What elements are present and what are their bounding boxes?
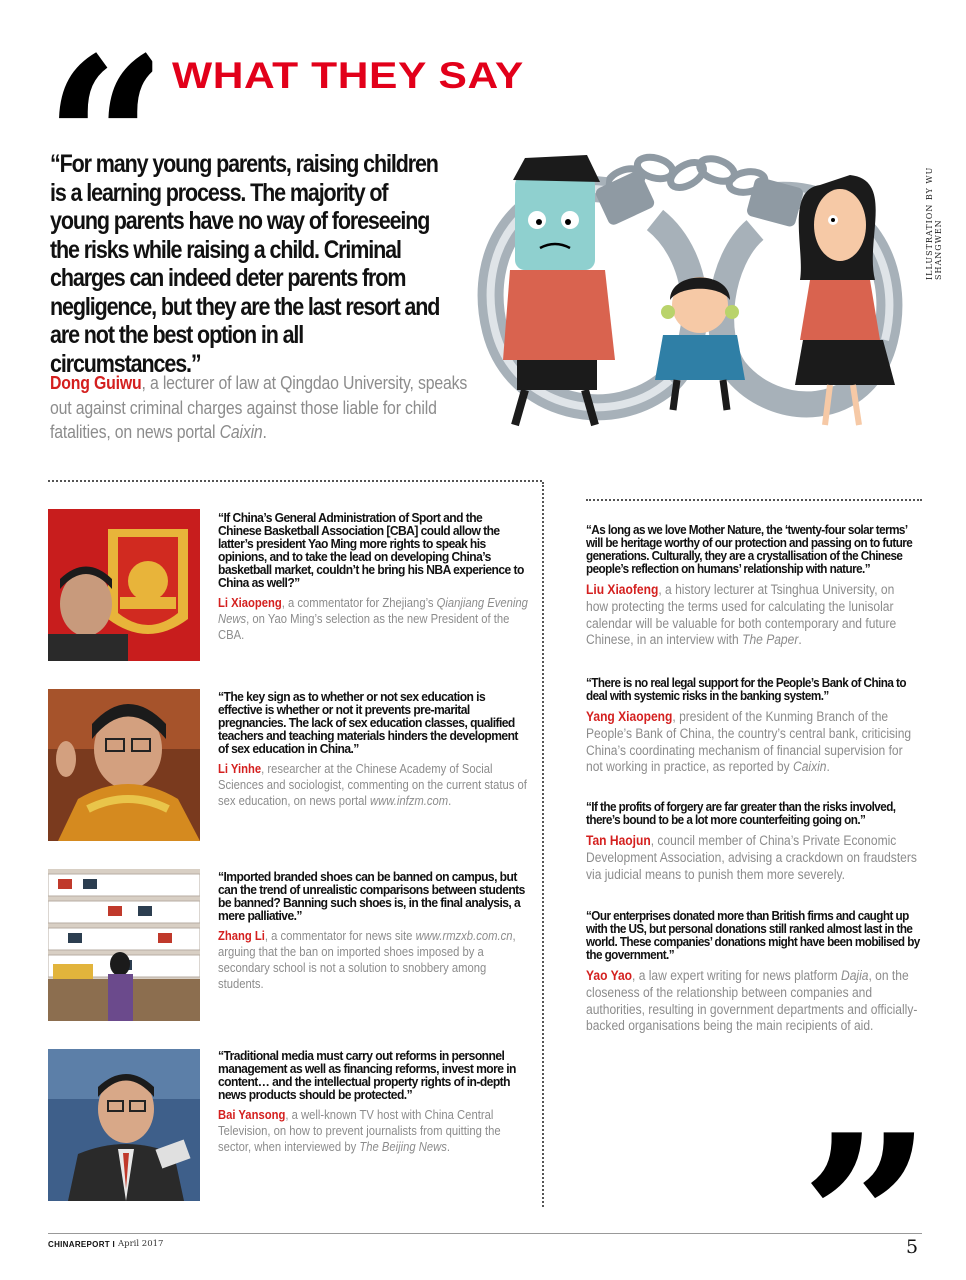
entry-source xyxy=(586,968,919,1035)
entry-source-end: . xyxy=(446,1140,451,1154)
entry-source-end: , on Yao Ming’s selection as the new President of the CBA. xyxy=(218,612,510,642)
entry-source-name: Liu Xiaofeng xyxy=(586,582,659,597)
feature-source-name: Dong Guiwu xyxy=(50,373,142,393)
brand-name: CHINAREPORT xyxy=(48,1240,110,1249)
entry-source xyxy=(586,582,919,649)
entry-source-end: . xyxy=(798,632,802,648)
entry-source-name: Li Yinhe xyxy=(218,762,262,776)
entry-quote: “There is no real legal support for the People’s Bank of China to deal with systemic risks in the banking system.” xyxy=(586,676,906,703)
entry-quote: “If the profits of forgery are far greater than the risks involved, there’s bound to be a lot more counterfeiting going on.” xyxy=(586,800,896,827)
entry-source xyxy=(218,595,533,643)
close-quote-mark xyxy=(800,1105,918,1215)
entry-source-text: , a commentator for news site xyxy=(264,929,416,943)
entry-source-name: Li Xiaopeng xyxy=(218,596,282,610)
entry-source-text: , council member of China’s Private Economic Development Association, advising a crackdown on fraudsters via judicial means to punish them more severely. xyxy=(586,833,917,882)
feature-source-text: , a lecturer of law at Qingdao University, speaks out against criminal charges against those liable for child fatalities, on news portal xyxy=(50,373,468,442)
entry-quote: “If China’s General Administration of Sport and the Chinese Basketball Association [CBA] could allow the latter’s president Yao Ming more rights to speak his opinions, and to take the lead on developing China’s basketball market, couldn’t he bring his NBA experience to China as well?” xyxy=(218,510,524,590)
entry-source-text: , a law expert writing for news platform xyxy=(632,968,841,983)
entry-liu-xiaofeng xyxy=(586,524,956,649)
entry-source-outlet: Caixin xyxy=(793,759,827,775)
entry-quote: “The key sign as to whether or not sex education is effective is whether or not it prevents pre-marital pregnancies. The lack of sex education classes, qualified teachers and teaching materials hinders the development of sex education in China.” xyxy=(218,689,518,756)
feature-source-end: . xyxy=(262,422,267,442)
entry-source-name: Tan Haojun xyxy=(586,833,651,848)
feature-source xyxy=(50,371,472,445)
entry-source-end: . xyxy=(448,794,452,808)
page-number: 5 xyxy=(906,1236,919,1258)
feature-source-outlet: Caixin xyxy=(219,422,263,442)
entry-quote: “Imported branded shoes can be banned on campus, but can the trend of unrealistic comparisons between students be banned? Banning such shoes is, in the final analysis, a mere palliative.” xyxy=(218,869,525,923)
entry-source-text: , researcher at the Chinese Academy of Social Sciences and sociologist, commenting on the current status of sex education, on news portal xyxy=(218,762,527,808)
entry-source-outlet: The Beijing News xyxy=(359,1140,447,1154)
entry-zhang-li xyxy=(218,870,538,992)
bai-yansong-photo xyxy=(48,1049,200,1201)
entry-yao-yao xyxy=(586,910,956,1035)
footer-rule xyxy=(48,1233,922,1234)
entry-source-outlet: Qianjiang Evening News xyxy=(218,596,528,626)
entry-source xyxy=(218,928,533,992)
footer-brand xyxy=(48,1240,115,1249)
footer-date: April 2017 xyxy=(118,1239,164,1249)
feature-quote: “For many young parents, raising children is a learning process. The majority of young parents have no way of foreseeing the risks while raising a child. Criminal charges can indeed deter parents from negligence, but they are the last resort and are not the best option in all circumstances.” xyxy=(50,150,440,378)
entry-source xyxy=(218,1107,533,1155)
entry-source xyxy=(586,833,919,883)
shoe-store-photo xyxy=(48,869,200,1021)
footer-separator: I xyxy=(112,1240,116,1249)
yao-ming-photo xyxy=(48,509,200,661)
entry-li-xiaopeng xyxy=(218,511,538,643)
left-column-divider xyxy=(48,480,542,482)
entry-source-text: , a well-known TV host with China Central Television, on how to prevent journalists from quitting the sector, when interviewed by xyxy=(218,1108,501,1154)
column-divider xyxy=(542,482,544,1207)
entry-li-yinhe xyxy=(218,690,538,809)
entry-source xyxy=(586,709,919,776)
handcuffs-family-illustration xyxy=(455,120,925,440)
entry-source-end: . xyxy=(826,759,830,775)
entry-bai-yansong xyxy=(218,1049,538,1155)
illustration-credit: ILLUSTRATION BY WU SHANGWEN xyxy=(925,166,943,280)
entry-source-text: , president of the Kunming Branch of the People’s Bank of China, the country’s central bank, criticising China’s coordinating mechanism of financial supervision for not working in practice, as reported by xyxy=(586,709,912,775)
entry-quote: “Our enterprises donated more than British firms and caught up with the US, but personal donations still ranked almost last in the world. These companies’ donations might have been mobilised by the government.” xyxy=(586,909,920,962)
entry-source-name: Yao Yao xyxy=(586,968,633,983)
li-yinhe-photo xyxy=(48,689,200,841)
entry-source-name: Yang Xiaopeng xyxy=(586,709,673,724)
entry-source-outlet: www.infzm.com xyxy=(369,794,449,808)
entry-source-end: , arguing that the ban on imported shoes imposed by a secondary school is not a solution to snobbery among students. xyxy=(218,929,516,991)
entry-source-text: , a commentator for Zhejiang’s xyxy=(281,596,437,610)
entry-source-text: , a history lecturer at Tsinghua University, on how protecting the terms used for calculating the lunisolar calendar will be valuable for both contemporary and future Chinese, in an interview with xyxy=(586,582,897,648)
right-column-divider xyxy=(586,499,922,501)
entry-source xyxy=(218,761,533,809)
entry-quote: “Traditional media must carry out reforms in personnel management as well as financing reforms, invest more in content… and the intellectual property rights of in-depth news products should be protected.” xyxy=(218,1048,516,1102)
entry-source-outlet: Dajia xyxy=(840,968,869,983)
page-title: WHAT THEY SAY xyxy=(172,55,524,96)
entry-quote: “As long as we love Mother Nature, the ‘twenty-four solar terms’ will be heritage worthy of our protection and passing on to future generations. Culturally, they are a crystallisation of the Chinese people’s reflection on humans’ relationship with nature.” xyxy=(586,523,913,576)
entry-yang-xiaopeng xyxy=(586,677,956,776)
entry-source-outlet: The Paper xyxy=(742,632,799,648)
entry-source-name: Zhang Li xyxy=(218,929,265,943)
entry-source-name: Bai Yansong xyxy=(218,1108,286,1122)
entry-tan-haojun xyxy=(586,801,956,883)
open-quote-mark xyxy=(44,28,153,148)
entry-source-outlet: www.rmzxb.com.cn xyxy=(415,929,513,943)
entry-source-end: , on the closeness of the relationship between companies and authorities, resulting in government departments and officially-backed organisations being the main recipients of aid. xyxy=(586,968,918,1034)
